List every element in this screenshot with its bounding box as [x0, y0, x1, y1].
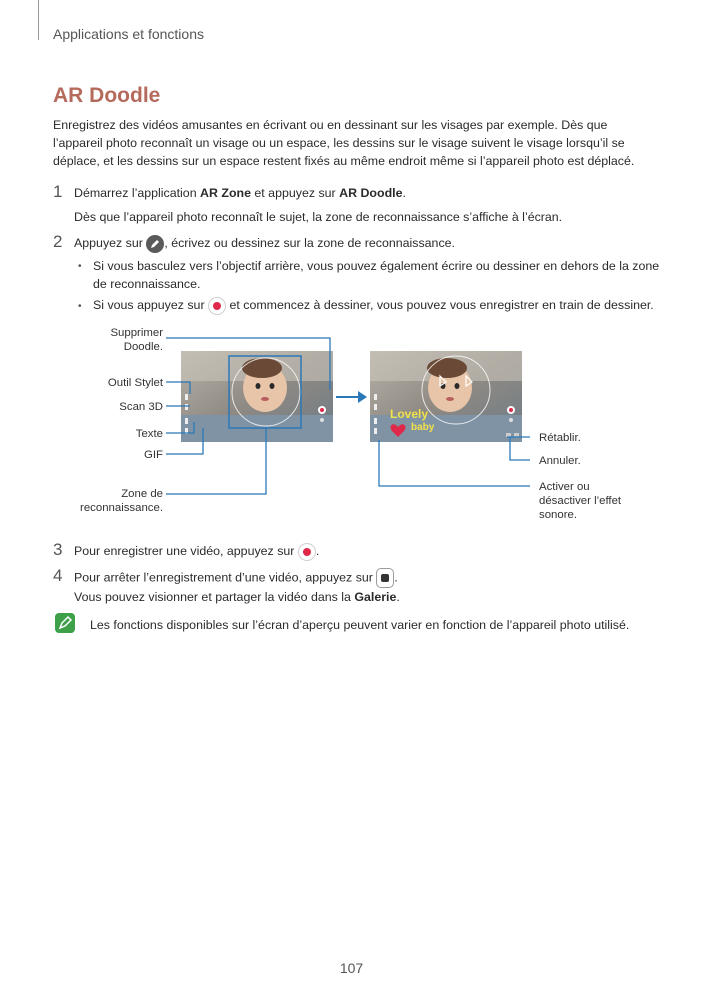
label-scan-3d: Scan 3D [119, 401, 163, 413]
label-zone-line-1: Zone de [121, 488, 163, 500]
step-number: 3 [53, 540, 63, 559]
section-header: Applications et fonctions [53, 26, 204, 42]
label-son-line-1: Activer ou [539, 481, 590, 493]
intro-paragraph: Enregistrez des vidéos amusantes en écrivant ou en dessinant sur les visages par exemple. Dès que l’appareil photo reconnaît un visage ou un espace, les dessins sur le visage suivent le visage lorsqu’il se déplace, et les dessins sur un espace restent fixés au même endroit même si l’appareil photo est déplacé. [53, 118, 635, 168]
label-gif: GIF [144, 449, 163, 461]
label-supprimer-line-1: Supprimer [110, 327, 163, 339]
bullet: • [78, 261, 82, 272]
bullet-1-line-1: Si vous basculez vers l’objectif arrière, vous pouvez également écrire ou dessiner en dehors de la zone [93, 259, 660, 273]
step-number: 1 [53, 182, 63, 201]
page-title: AR Doodle [53, 84, 161, 107]
step-4-text: Pour arrêter l’enregistrement d’une vidéo, appuyez sur . [74, 568, 398, 588]
label-retablir: Rétablir. [539, 432, 581, 444]
note-icon [55, 613, 75, 633]
header-rule [38, 0, 39, 40]
bullet: • [78, 301, 82, 312]
page-number: 107 [339, 960, 364, 976]
record-icon [208, 297, 226, 315]
step-2-text: Appuyez sur , écrivez ou dessinez sur la zone de reconnaissance. [74, 234, 455, 253]
label-texte: Texte [135, 428, 163, 440]
pen-icon [146, 235, 164, 253]
ar-doodle-figure [0, 320, 703, 530]
step-1-text: Démarrez l’application AR Zone et appuyez sur AR Doodle. [74, 186, 406, 200]
step-1-subtext: Dès que l’appareil photo reconnaît le sujet, la zone de reconnaissance s’affiche à l’écran. [74, 210, 563, 224]
stop-icon [376, 568, 394, 588]
doodle-text-baby: baby [411, 422, 435, 433]
label-son-line-3: sonore. [539, 509, 577, 521]
label-zone-line-2: reconnaissance. [80, 502, 163, 514]
label-outil-stylet: Outil Stylet [107, 377, 163, 389]
step-number: 2 [53, 232, 63, 251]
note-text: Les fonctions disponibles sur l’écran d’aperçu peuvent varier en fonction de l’appareil photo utilisé. [90, 618, 630, 632]
step-3-text: Pour enregistrer une vidéo, appuyez sur . [74, 542, 319, 561]
bullet-1-line-2: de reconnaissance. [93, 277, 201, 291]
bullet-2: Si vous appuyez sur et commencez à dessiner, vous pouvez vous enregistrer en train de dessiner. [93, 296, 654, 315]
label-supprimer-line-2: Doodle. [123, 341, 163, 353]
screenshot-before [181, 351, 333, 442]
doodle-text-lovely: Lovely [390, 407, 429, 421]
step-4-subtext: Vous pouvez visionner et partager la vidéo dans la Galerie. [74, 590, 400, 604]
label-son-line-2: désactiver l’effet [539, 495, 622, 507]
step-number: 4 [53, 566, 63, 585]
label-annuler: Annuler. [539, 455, 581, 467]
screenshot-after [370, 351, 522, 442]
record-icon [298, 543, 316, 561]
